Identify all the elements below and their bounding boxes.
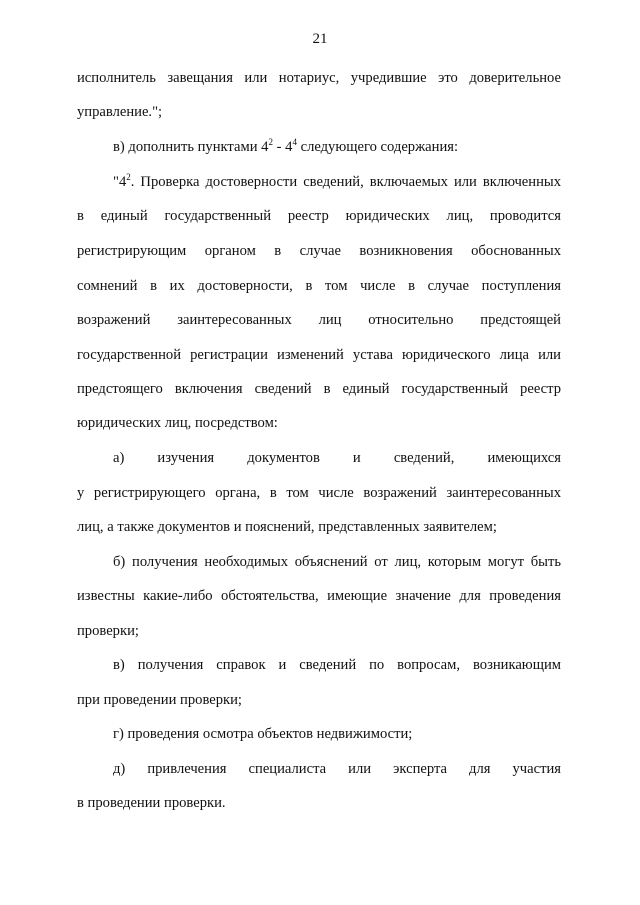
text-line: д) привлечения специалиста или эксперта для участия xyxy=(113,761,561,777)
superscript: 2 xyxy=(126,172,131,182)
text-fragment: "4 xyxy=(113,174,127,190)
text-line: в проведении проверки. xyxy=(77,795,226,811)
text-line: г) проведения осмотра объектов недвижимости; xyxy=(113,726,413,742)
text-line: возражений заинтересованных лиц относительно предстоящей xyxy=(77,312,561,328)
text-fragment: в) дополнить пунктами 4 xyxy=(113,139,269,155)
text-fragment: . Проверка достоверности сведений, включаемых или включенных xyxy=(130,174,561,190)
text-line: сомнений в их достоверности, в том числе в случае поступления xyxy=(77,278,561,294)
text-line: государственной регистрации изменений устава юридического лица или xyxy=(77,347,561,363)
text-line: известны какие-либо обстоятельства, имеющие значение для проведения xyxy=(77,588,561,604)
superscript: 4 xyxy=(292,137,297,147)
text-line: проверки; xyxy=(77,623,139,639)
text-line: в) получения справок и сведений по вопросам, возникающим xyxy=(113,657,561,673)
page-number: 21 xyxy=(312,31,328,47)
text-line xyxy=(113,138,561,156)
text-line: у регистрирующего органа, в том числе возражений заинтересованных xyxy=(77,485,561,501)
text-line: предстоящего включения сведений в единый государственный реестр xyxy=(77,381,561,397)
text-line: исполнитель завещания или нотариус, учредившие это доверительное xyxy=(77,70,561,86)
text-line: регистрирующим органом в случае возникновения обоснованных xyxy=(77,243,561,259)
superscript: 2 xyxy=(268,137,273,147)
text-line xyxy=(113,173,561,191)
text-line: б) получения необходимых объяснений от лиц, которым могут быть xyxy=(113,554,561,570)
text-line: при проведении проверки; xyxy=(77,692,242,708)
text-fragment: следующего содержания: xyxy=(296,139,459,155)
text-line: управление."; xyxy=(77,104,163,120)
text-line: лиц, а также документов и пояснений, представленных заявителем; xyxy=(77,519,497,535)
text-line: юридических лиц, посредством: xyxy=(77,415,278,431)
text-fragment: - 4 xyxy=(272,139,293,155)
text-line: в единый государственный реестр юридических лиц, проводится xyxy=(77,208,561,224)
text-line: а) изучения документов и сведений, имеющихся xyxy=(113,450,561,466)
